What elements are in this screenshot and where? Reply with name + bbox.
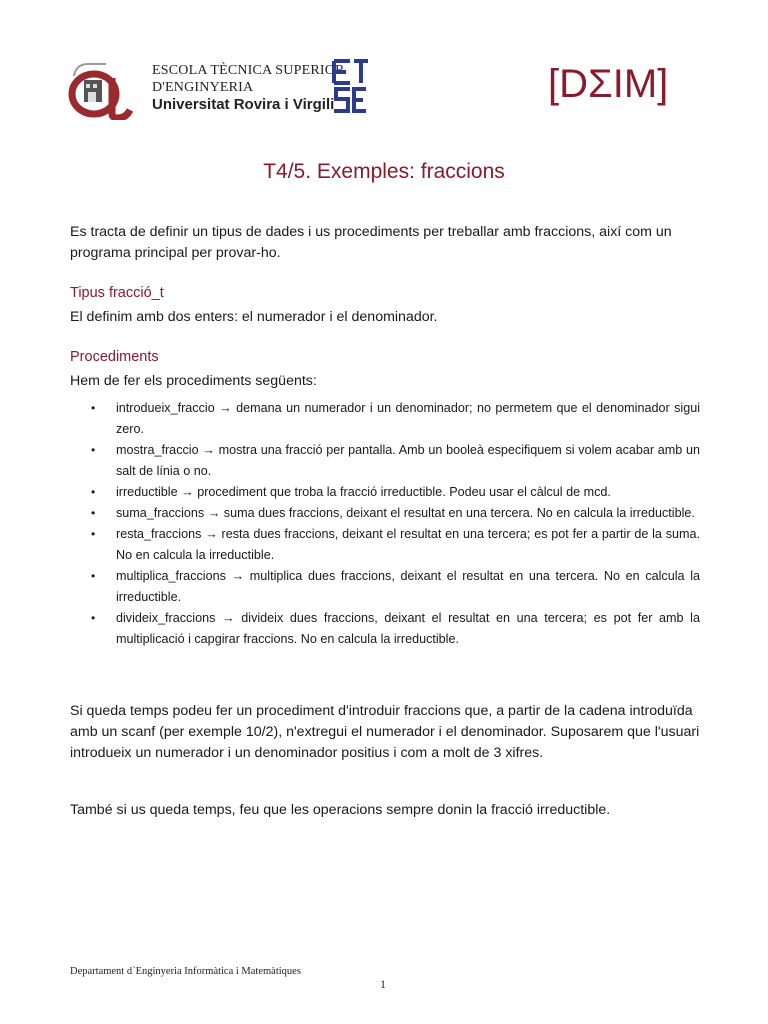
- list-item-text: irreductible → procediment que troba la fracció irreductible. Podeu usar el càlcul de mcd.: [116, 485, 611, 499]
- extra-paragraph-2: També si us queda temps, feu que les operacions sempre donin la fracció irreductible.: [70, 802, 611, 818]
- type-heading: Tipus fracció_t: [70, 285, 164, 301]
- list-item: [70, 503, 700, 524]
- extra-paragraph-1: Si queda temps podeu fer un procediment d'introduir fraccions que, a partir de la cadena introduïda amb un scanf (per exemple 10/2), n'extregui el numerador i el denominador. Suposarem que l'usuari introdueix un numerador i un denominador positius i com a molt de 3 xifres.: [70, 703, 700, 761]
- school-line-2: D'ENGINYERIA: [152, 80, 254, 95]
- list-item: [70, 608, 700, 650]
- school-line-1: ESCOLA TÈCNICA SUPERIOR: [152, 63, 345, 78]
- bullet-icon: •: [91, 527, 96, 541]
- list-item: [70, 398, 700, 440]
- list-item-text: mostra_fraccio → mostra una fracció per pantalla. Amb un booleà especifiquem si volem acabar amb un salt de línia o no.: [116, 443, 700, 478]
- page-title: T4/5. Exemples: fraccions: [263, 160, 505, 183]
- page-number: 1: [380, 977, 386, 991]
- list-item-text: suma_fraccions → suma dues fraccions, deixant el resultat en una tercera. No en calcula la irreductible.: [116, 506, 695, 520]
- type-description: El definim amb dos enters: el numerador i el denominador.: [70, 309, 438, 325]
- list-item: [70, 524, 700, 566]
- bullet-icon: •: [91, 569, 96, 583]
- procedure-list: [70, 398, 700, 650]
- procedures-heading: Procediments: [70, 349, 159, 365]
- deim-logo: [546, 58, 686, 108]
- list-item-text: introdueix_fraccio → demana un numerador i un denominador; no permetem que el denominador sigui zero.: [116, 401, 700, 436]
- list-item: [70, 482, 700, 503]
- list-item-text: resta_fraccions → resta dues fraccions, deixant el resultat en una tercera; es pot fer a partir de la suma. No en calcula la irreductible.: [116, 527, 700, 562]
- deim-logo-text: [DΣIM]: [548, 62, 669, 106]
- intro-paragraph: Es tracta de definir un tipus de dades i us procediments per treballar amb fraccions, així com un programa principal per provar-ho.: [70, 224, 672, 261]
- list-item: [70, 440, 700, 482]
- bullet-icon: •: [91, 485, 96, 499]
- procedures-lead: Hem de fer els procediments següents:: [70, 373, 317, 389]
- list-item: [70, 566, 700, 608]
- school-name: [152, 62, 345, 113]
- bullet-icon: •: [91, 506, 96, 520]
- etse-logo-icon: [330, 57, 370, 115]
- bullet-icon: •: [91, 401, 96, 415]
- bullet-icon: •: [91, 611, 96, 625]
- urv-logo-icon: [66, 58, 150, 120]
- school-line-3: Universitat Rovira i Virgili: [152, 96, 335, 113]
- bullet-icon: •: [91, 443, 96, 457]
- footer-department: Departament d`Enginyeria Informàtica i Matemàtiques: [70, 966, 301, 977]
- list-item-text: multiplica_fraccions → multiplica dues fraccions, deixant el resultat en una tercera. No en calcula la irreductible.: [116, 569, 700, 604]
- page-header: [0, 0, 768, 130]
- list-item-text: divideix_fraccions → divideix dues fraccions, deixant el resultat en una tercera; es pot fer amb la multiplicació i capgirar fraccions. No en calcula la irreductible.: [116, 611, 700, 646]
